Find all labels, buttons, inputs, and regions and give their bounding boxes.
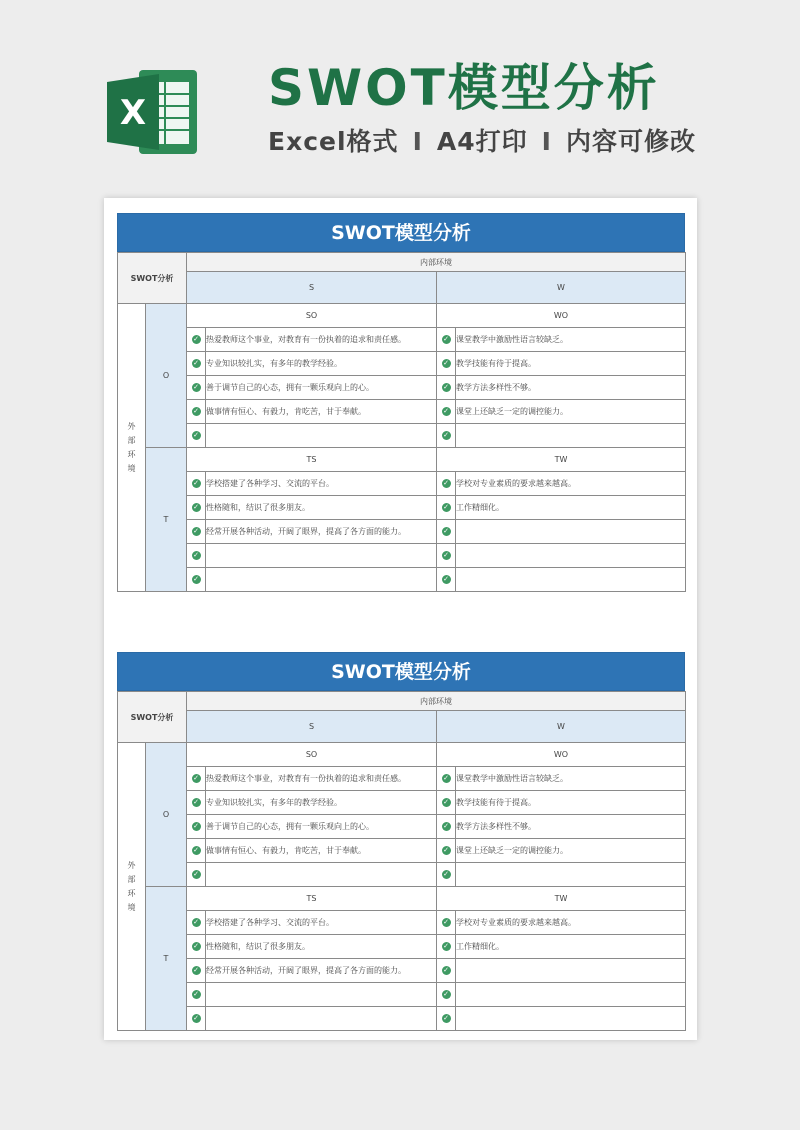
check-icon[interactable]: ✓ <box>443 479 449 487</box>
check-icon[interactable]: ✓ <box>193 942 199 950</box>
tw-header: TW <box>437 448 686 472</box>
subtitle-print: A4打印 <box>436 127 528 156</box>
swot-item-cell[interactable]: 做事情有恒心、有毅力，肯吃苦，甘于奉献。 <box>206 400 437 424</box>
check-cell[interactable] <box>437 863 456 887</box>
swot-item-cell[interactable] <box>456 959 686 983</box>
check-icon[interactable]: ✓ <box>193 846 199 854</box>
swot-item-cell[interactable]: 善于调节自己的心态，拥有一颗乐观向上的心。 <box>206 815 437 839</box>
check-icon[interactable]: ✓ <box>443 503 449 511</box>
check-cell[interactable] <box>187 1007 206 1031</box>
check-cell[interactable] <box>437 815 456 839</box>
check-cell[interactable] <box>187 959 206 983</box>
check-cell[interactable] <box>187 935 206 959</box>
check-cell[interactable] <box>437 352 456 376</box>
swot-item-cell[interactable] <box>456 863 686 887</box>
check-icon[interactable]: ✓ <box>193 335 199 343</box>
check-cell[interactable] <box>187 863 206 887</box>
swot-item-cell[interactable] <box>456 568 686 592</box>
opportunities-label: O <box>146 304 187 448</box>
external-environment-label <box>118 304 146 592</box>
ts-header: TS <box>187 448 437 472</box>
swot-title-band: SWOT模型分析 <box>117 652 685 691</box>
swot-item-cell[interactable]: 工作精细化。 <box>456 935 686 959</box>
check-icon[interactable]: ✓ <box>443 335 449 343</box>
swot-item-cell[interactable]: 课堂上还缺乏一定的调控能力。 <box>456 839 686 863</box>
swot-item-cell[interactable]: 教学方法多样性不够。 <box>456 815 686 839</box>
check-icon[interactable]: ✓ <box>443 846 449 854</box>
spreadsheet-preview <box>104 198 697 1040</box>
check-cell[interactable] <box>437 983 456 1007</box>
swot-item-cell[interactable]: 学校对专业素质的要求越来越高。 <box>456 472 686 496</box>
check-cell[interactable] <box>437 520 456 544</box>
check-cell[interactable] <box>187 424 206 448</box>
so-header: SO <box>187 304 437 328</box>
swot-block <box>117 213 685 592</box>
subtitle-separator: I <box>541 127 552 156</box>
weaknesses-header: W <box>437 272 686 304</box>
check-icon[interactable]: ✓ <box>443 870 449 878</box>
check-cell[interactable] <box>187 352 206 376</box>
swot-item-cell[interactable]: 课堂教学中激励性语言较缺乏。 <box>456 328 686 352</box>
check-cell[interactable] <box>187 839 206 863</box>
check-cell[interactable] <box>437 839 456 863</box>
swot-item-cell[interactable] <box>206 544 437 568</box>
check-cell[interactable] <box>187 911 206 935</box>
threats-label: T <box>146 887 187 1031</box>
swot-item-cell[interactable]: 工作精细化。 <box>456 496 686 520</box>
check-icon[interactable]: ✓ <box>443 359 449 367</box>
swot-item-cell[interactable]: 热爱教师这个事业，对教育有一份执着的追求和责任感。 <box>206 328 437 352</box>
wo-header: WO <box>437 743 686 767</box>
check-cell[interactable] <box>437 496 456 520</box>
check-icon[interactable]: ✓ <box>193 870 199 878</box>
swot-table <box>117 691 686 1031</box>
check-cell[interactable] <box>437 791 456 815</box>
swot-item-cell[interactable]: 课堂上还缺乏一定的调控能力。 <box>456 400 686 424</box>
check-cell[interactable] <box>437 400 456 424</box>
check-icon[interactable]: ✓ <box>193 798 199 806</box>
swot-item-cell[interactable] <box>206 1007 437 1031</box>
check-cell[interactable] <box>187 520 206 544</box>
strengths-header: S <box>187 711 437 743</box>
check-cell[interactable] <box>437 767 456 791</box>
check-cell[interactable] <box>437 472 456 496</box>
so-header: SO <box>187 743 437 767</box>
check-cell[interactable] <box>187 568 206 592</box>
check-icon[interactable]: ✓ <box>193 431 199 439</box>
check-icon[interactable]: ✓ <box>443 774 449 782</box>
excel-icon <box>103 62 203 162</box>
swot-item-cell[interactable] <box>206 424 437 448</box>
check-icon[interactable]: ✓ <box>193 774 199 782</box>
swot-item-cell[interactable]: 专业知识较扎实，有多年的教学经验。 <box>206 791 437 815</box>
check-icon[interactable]: ✓ <box>193 990 199 998</box>
check-cell[interactable] <box>187 328 206 352</box>
check-icon[interactable]: ✓ <box>443 527 449 535</box>
check-cell[interactable] <box>187 472 206 496</box>
swot-item-cell[interactable] <box>206 863 437 887</box>
check-cell[interactable] <box>437 568 456 592</box>
swot-item-cell[interactable] <box>206 568 437 592</box>
check-icon[interactable]: ✓ <box>193 822 199 830</box>
swot-item-cell[interactable] <box>456 1007 686 1031</box>
external-label-char: 环 <box>127 449 136 459</box>
check-cell[interactable] <box>437 1007 456 1031</box>
check-icon[interactable]: ✓ <box>443 431 449 439</box>
swot-item-cell[interactable]: 教学方法多样性不够。 <box>456 376 686 400</box>
swot-corner-label: SWOT分析 <box>118 253 187 304</box>
swot-item-cell[interactable]: 经常开展各种活动，开阔了眼界，提高了各方面的能力。 <box>206 520 437 544</box>
wo-header: WO <box>437 304 686 328</box>
check-icon[interactable]: ✓ <box>193 407 199 415</box>
swot-item-cell[interactable] <box>206 983 437 1007</box>
threats-label: T <box>146 448 187 592</box>
check-icon[interactable]: ✓ <box>443 990 449 998</box>
external-label-char: 境 <box>127 902 136 912</box>
check-cell[interactable] <box>437 328 456 352</box>
check-cell[interactable] <box>187 376 206 400</box>
check-icon[interactable]: ✓ <box>443 918 449 926</box>
check-icon[interactable]: ✓ <box>193 359 199 367</box>
subtitle-editable: 内容可修改 <box>565 127 696 156</box>
external-label-char: 部 <box>127 874 136 884</box>
check-icon[interactable]: ✓ <box>193 527 199 535</box>
check-cell[interactable] <box>187 791 206 815</box>
check-icon[interactable]: ✓ <box>443 551 449 559</box>
swot-item-cell[interactable]: 学校搭建了各种学习、交流的平台。 <box>206 472 437 496</box>
check-icon[interactable]: ✓ <box>443 798 449 806</box>
page-subtitle <box>268 124 696 160</box>
check-icon[interactable]: ✓ <box>443 575 449 583</box>
swot-item-cell[interactable] <box>456 544 686 568</box>
swot-item-cell[interactable]: 性格随和，结识了很多朋友。 <box>206 935 437 959</box>
opportunities-label: O <box>146 743 187 887</box>
check-cell[interactable] <box>187 400 206 424</box>
external-label-char: 外 <box>127 860 136 870</box>
internal-environment-label: 内部环境 <box>187 692 686 711</box>
check-cell[interactable] <box>437 424 456 448</box>
swot-item-cell[interactable]: 做事情有恒心、有毅力，肯吃苦，甘于奉献。 <box>206 839 437 863</box>
external-label-char: 外 <box>127 421 136 431</box>
check-icon[interactable]: ✓ <box>443 942 449 950</box>
external-label-char: 环 <box>127 888 136 898</box>
check-icon[interactable]: ✓ <box>193 575 199 583</box>
check-cell[interactable] <box>437 935 456 959</box>
swot-item-cell[interactable]: 经常开展各种活动，开阔了眼界，提高了各方面的能力。 <box>206 959 437 983</box>
subtitle-format: Excel格式 <box>268 127 399 156</box>
swot-block <box>117 652 685 1031</box>
check-icon[interactable]: ✓ <box>443 822 449 830</box>
check-icon[interactable]: ✓ <box>443 1014 449 1022</box>
check-icon[interactable]: ✓ <box>193 918 199 926</box>
swot-corner-label: SWOT分析 <box>118 692 187 743</box>
ts-header: TS <box>187 887 437 911</box>
swot-item-cell[interactable]: 热爱教师这个事业，对教育有一份执着的追求和责任感。 <box>206 767 437 791</box>
swot-item-cell[interactable]: 课堂教学中激励性语言较缺乏。 <box>456 767 686 791</box>
check-cell[interactable] <box>437 911 456 935</box>
check-cell[interactable] <box>437 544 456 568</box>
check-icon[interactable]: ✓ <box>443 407 449 415</box>
weaknesses-header: W <box>437 711 686 743</box>
check-cell[interactable] <box>187 767 206 791</box>
swot-item-cell[interactable]: 专业知识较扎实，有多年的教学经验。 <box>206 352 437 376</box>
swot-table <box>117 252 686 592</box>
check-cell[interactable] <box>187 983 206 1007</box>
swot-item-cell[interactable]: 学校对专业素质的要求越来越高。 <box>456 911 686 935</box>
swot-item-cell[interactable]: 善于调节自己的心态，拥有一颗乐观向上的心。 <box>206 376 437 400</box>
check-cell[interactable] <box>437 376 456 400</box>
internal-environment-label: 内部环境 <box>187 253 686 272</box>
swot-item-cell[interactable] <box>456 520 686 544</box>
strengths-header: S <box>187 272 437 304</box>
check-cell[interactable] <box>187 544 206 568</box>
check-icon[interactable]: ✓ <box>193 479 199 487</box>
check-icon[interactable]: ✓ <box>193 966 199 974</box>
swot-item-cell[interactable]: 教学技能有待于提高。 <box>456 352 686 376</box>
external-label-char: 境 <box>127 463 136 473</box>
check-icon[interactable]: ✓ <box>193 383 199 391</box>
swot-item-cell[interactable]: 性格随和，结识了很多朋友。 <box>206 496 437 520</box>
check-icon[interactable]: ✓ <box>193 1014 199 1022</box>
check-cell[interactable] <box>187 496 206 520</box>
external-label-char: 部 <box>127 435 136 445</box>
check-cell[interactable] <box>437 959 456 983</box>
excel-icon-letter: X <box>119 93 147 133</box>
page-title: SWOT模型分析 <box>268 59 660 117</box>
external-environment-label <box>118 743 146 1031</box>
check-icon[interactable]: ✓ <box>193 551 199 559</box>
swot-item-cell[interactable]: 教学技能有待于提高。 <box>456 791 686 815</box>
check-cell[interactable] <box>187 815 206 839</box>
check-icon[interactable]: ✓ <box>443 966 449 974</box>
swot-item-cell[interactable]: 学校搭建了各种学习、交流的平台。 <box>206 911 437 935</box>
subtitle-separator: I <box>412 127 423 156</box>
tw-header: TW <box>437 887 686 911</box>
swot-item-cell[interactable] <box>456 983 686 1007</box>
check-icon[interactable]: ✓ <box>193 503 199 511</box>
swot-item-cell[interactable] <box>456 424 686 448</box>
swot-title-band: SWOT模型分析 <box>117 213 685 252</box>
check-icon[interactable]: ✓ <box>443 383 449 391</box>
header <box>0 0 800 180</box>
